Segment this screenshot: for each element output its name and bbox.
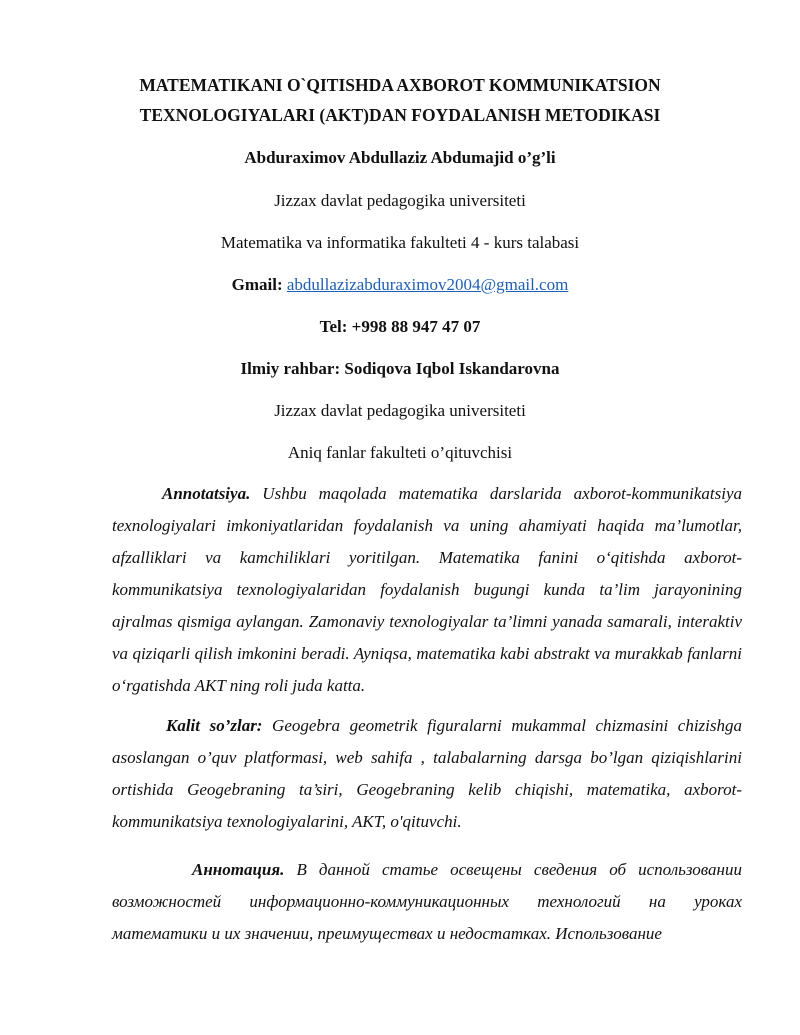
phone-line: Tel: +998 88 947 47 07 (319, 317, 481, 336)
ru-annotation-label: Аннотация. (192, 860, 285, 879)
title-line-1: MATEMATIKANI O`QITISHDA AXBOROT KOMMUNIKATSION (139, 75, 661, 95)
email-label: Gmail: (231, 275, 283, 294)
author-faculty: Matematika va informatika fakulteti 4 - kurs talabasi (220, 233, 580, 252)
annotation-paragraph (112, 478, 742, 702)
keywords-paragraph (112, 710, 742, 838)
keywords-text: Geogebra geometrik figuralarni mukammal chizmasini chizishga asoslangan o’quv platformasi, web sahifa , talabalarning darsga bo’lgan qiziqishlarini ortishida Geogebraning ta’siri, Geogebraning kelib chiqishi, matematika, axborot-kommunikatsiya texnologiyalarini, AKT, o'qituvchi. (112, 716, 742, 831)
annotation-text: Ushbu maqolada matematika darslarida axborot-kommunikatsiya texnologiyalari imkoniyatlaridan foydalanish va uning ahamiyati haqida ma’lumotlar, afzalliklari va kamchiliklari yoritilgan. Matematika fanini o‘qitishda axborot-kommunikatsiya texnologiyalaridan foydalanish bugungi kunda ta’lim jarayonining ajralmas qismiga aylangan. Zamonaviy texnologiyalar ta’limni yanada samarali, interaktiv va qiziqarli qilish imkonini beradi. Ayniqsa, matematika kabi abstrakt va murakkab fanlarni o‘rgatishda AKT ning roli juda katta. (112, 484, 742, 695)
supervisor-line: Ilmiy rahbar: Sodiqova Iqbol Iskandarovna (240, 359, 560, 378)
keywords-label: Kalit so’zlar: (166, 716, 263, 735)
annotation-label: Annotatsiya. (162, 484, 251, 503)
email-link[interactable]: abdullazizabduraximov2004@gmail.com (286, 275, 569, 294)
ru-annotation-text: В данной статье освещены сведения об использовании возможностей информационно-коммуникационных технологий на уроках математики и их значении, преимуществах и недостатках. Использование (112, 860, 742, 943)
author-affiliation: Jizzax davlat pedagogika universiteti (274, 191, 526, 210)
author-name: Abduraximov Abdullaziz Abdumajid o’g’li (244, 148, 556, 167)
paper-title (60, 70, 740, 130)
email-line (60, 273, 740, 297)
supervisor-affiliation: Jizzax davlat pedagogika universiteti (274, 401, 526, 420)
supervisor-faculty: Aniq fanlar fakulteti o’qituvchisi (287, 443, 513, 462)
ru-annotation-paragraph (112, 854, 742, 950)
title-line-2: TEXNOLOGIYALARI (AKT)DAN FOYDALANISH METODIKASI (139, 105, 661, 125)
